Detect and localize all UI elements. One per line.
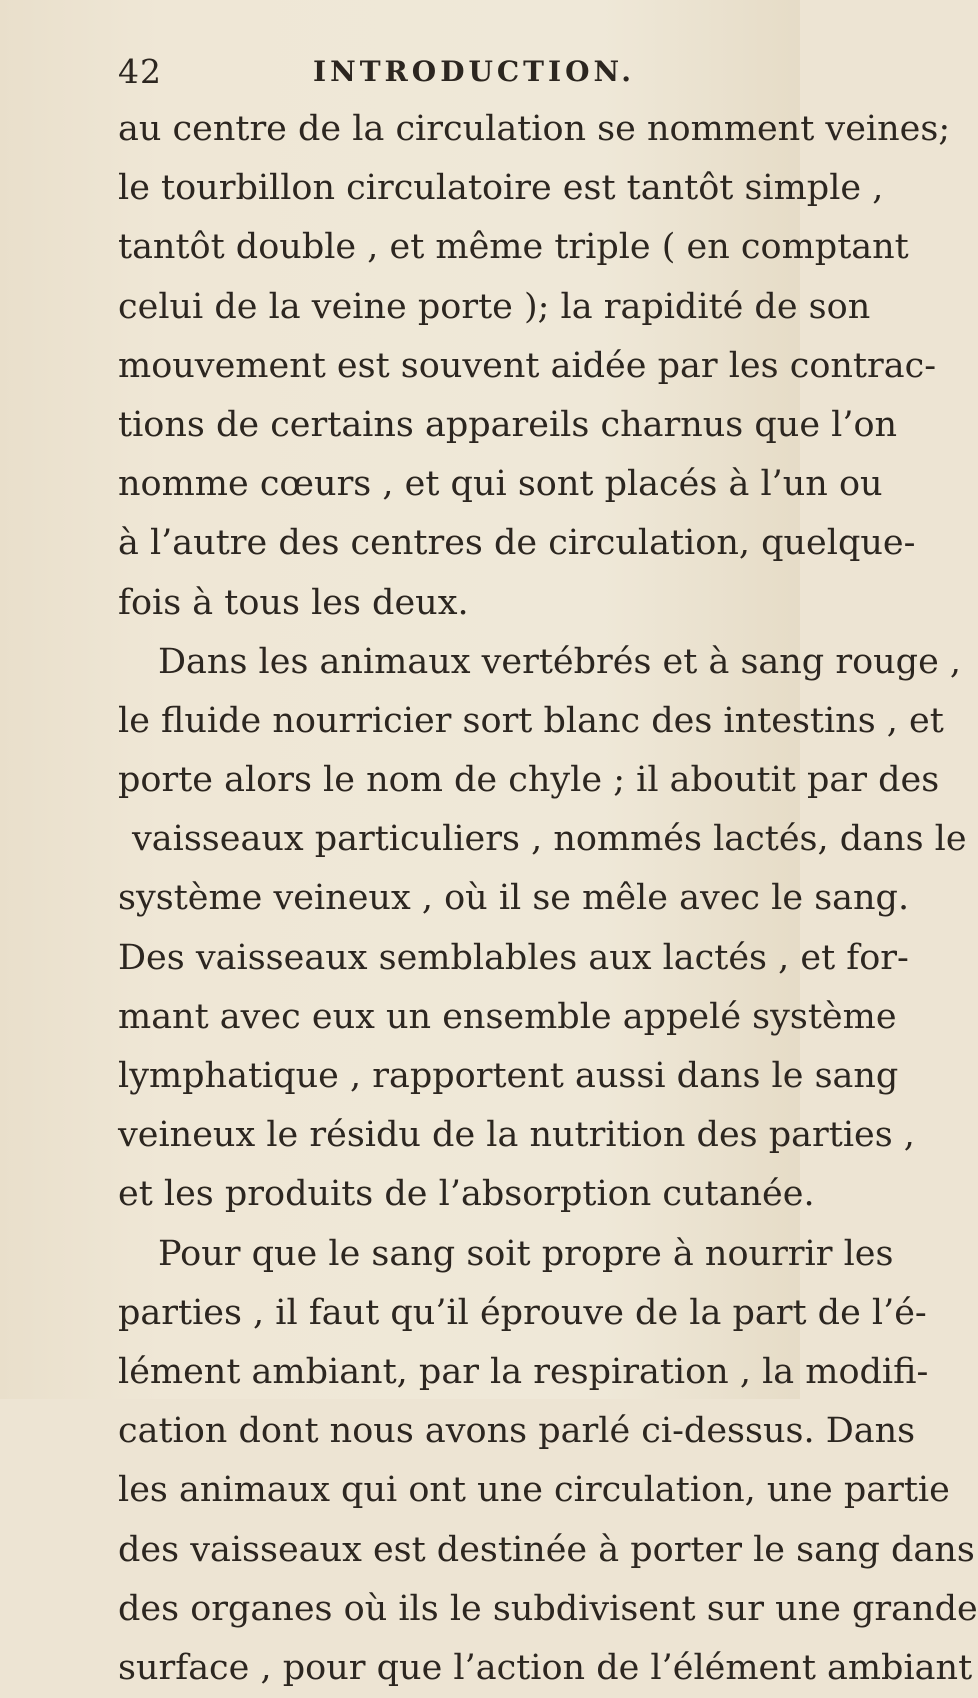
text-line: des organes où ils le subdivisent sur une grande (118, 1588, 978, 1629)
text-line: système veineux , où il se mêle avec le sang. (118, 878, 910, 919)
text-line: lymphatique , rapportent aussi dans le sang (118, 1056, 899, 1096)
text-line: tantôt double , et même triple ( en comptant (118, 227, 909, 268)
text-line: le tourbillon circulatoire est tantôt simple , (118, 168, 884, 209)
text-line: porte alors le nom de chyle ; il aboutit par des (118, 760, 940, 801)
page-header (118, 52, 758, 102)
text-line: parties , il faut qu’il éprouve de la part de l’é- (118, 1292, 927, 1333)
paragraph-start-line: Dans les animaux vertébrés et à sang rouge , (158, 641, 962, 682)
text-line: veineux le résidu de la nutrition des parties , (118, 1115, 915, 1156)
text-line: mant avec eux un ensemble appelé système (118, 996, 897, 1037)
text-line: tions de certains appareils charnus que l’on (118, 404, 898, 445)
running-title: INTRODUCTION. (313, 55, 636, 88)
text-line: le fluide nourricier sort blanc des intestins , et (118, 700, 944, 741)
text-line: cation dont nous avons parlé ci-dessus. Dans (118, 1411, 916, 1452)
text-line: mouvement est souvent aidée par les contrac- (118, 345, 937, 386)
text-line: les animaux qui ont une circulation, une partie (118, 1470, 950, 1511)
text-line: lément ambiant, par la respiration , la modifi- (118, 1351, 929, 1392)
text-line: et les produits de l’absorption cutanée. (118, 1174, 815, 1215)
body-text (118, 100, 978, 1698)
text-line: vaisseaux particuliers , nommés lactés, dans le (132, 819, 967, 860)
text-line: fois à tous les deux. (118, 582, 469, 623)
text-line: à l’autre des centres de circulation, quelque- (118, 523, 916, 564)
text-line: surface , pour que l’action de l’élément ambiant (118, 1647, 973, 1688)
text-line: nomme cœurs , et qui sont placés à l’un ou (118, 464, 883, 505)
text-line: Des vaisseaux semblables aux lactés , et for- (118, 937, 909, 978)
text-line: au centre de la circulation se nomment veines; (118, 109, 951, 149)
text-line: des vaisseaux est destinée à porter le sang dans (118, 1529, 975, 1570)
text-line: celui de la veine porte ); la rapidité de son (118, 286, 871, 327)
page-number: 42 (118, 52, 162, 91)
paragraph-start-line: Pour que le sang soit propre à nourrir les (158, 1233, 894, 1274)
